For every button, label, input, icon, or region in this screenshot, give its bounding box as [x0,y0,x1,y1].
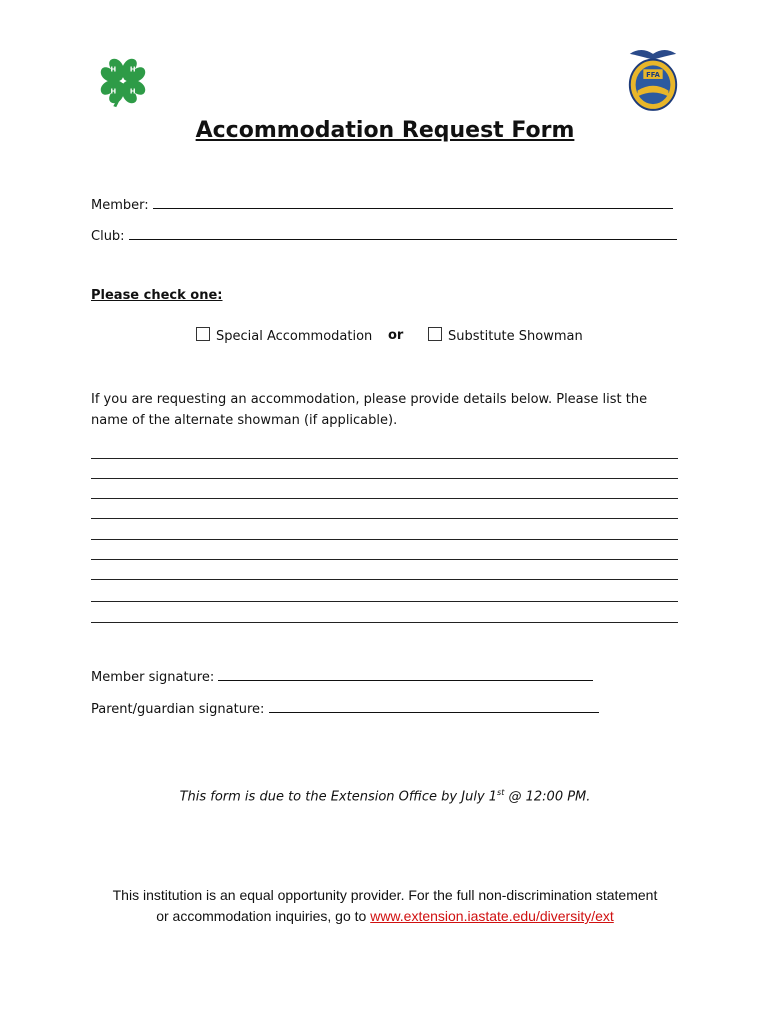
member-input-line[interactable] [153,196,673,209]
details-line[interactable] [91,498,678,499]
details-line[interactable] [91,539,678,540]
substitute-showman-checkbox[interactable] [428,327,442,341]
member-signature-label: Member signature: [91,670,215,685]
member-signature-field[interactable] [91,668,593,685]
or-label: or [388,328,404,343]
parent-signature-line[interactable] [269,700,599,713]
special-accommodation-checkbox[interactable] [196,327,210,341]
footer-line2-prefix: or accommodation inquiries, go to [156,908,371,924]
option-substitute-showman[interactable] [428,327,583,344]
svg-text:H: H [110,65,117,74]
page-title: Accommodation Request Form [195,118,575,143]
option-special-accommodation[interactable] [196,327,372,344]
club-input-line[interactable] [129,227,677,240]
footer-line2 [60,906,710,927]
parent-signature-field[interactable] [91,700,599,717]
due-notice-time: @ 12:00 PM. [504,789,591,805]
member-field[interactable] [91,196,673,213]
club-field[interactable] [91,227,677,244]
details-line[interactable] [91,622,678,623]
details-line[interactable] [91,458,678,459]
special-accommodation-label: Special Accommodation [216,329,373,344]
footer-line1: This institution is an equal opportunity provider. For the full non-discrimination statement [112,887,658,903]
club-label: Club: [91,229,125,244]
ffa-emblem-logo [624,44,682,112]
details-line[interactable] [91,579,678,580]
details-line[interactable] [91,559,678,560]
4h-clover-logo [94,52,152,110]
due-notice-sup: st [497,788,505,797]
substitute-showman-label: Substitute Showman [448,329,583,344]
footer-statement [60,885,710,927]
diversity-link[interactable]: www.extension.iastate.edu/diversity/ext [370,908,614,924]
check-heading-label: Please check one: [91,288,223,303]
check-heading [91,288,223,303]
parent-signature-label: Parent/guardian signature: [91,702,265,717]
details-line[interactable] [91,518,678,519]
instructions-text: If you are requesting an accommodation, please provide details below. Please list the name of the alternate showman (if applicable). [91,392,648,428]
due-notice-text: This form is due to the Extension Office by July 1 [179,789,498,805]
details-line[interactable] [91,601,678,602]
svg-text:H: H [129,87,136,96]
ffa-emblem-text: FFA [646,71,660,80]
svg-text:H: H [110,87,117,96]
due-notice [0,788,770,804]
member-label: Member: [91,198,149,213]
details-line[interactable] [91,478,678,479]
svg-text:H: H [129,65,136,74]
member-signature-line[interactable] [218,668,593,681]
